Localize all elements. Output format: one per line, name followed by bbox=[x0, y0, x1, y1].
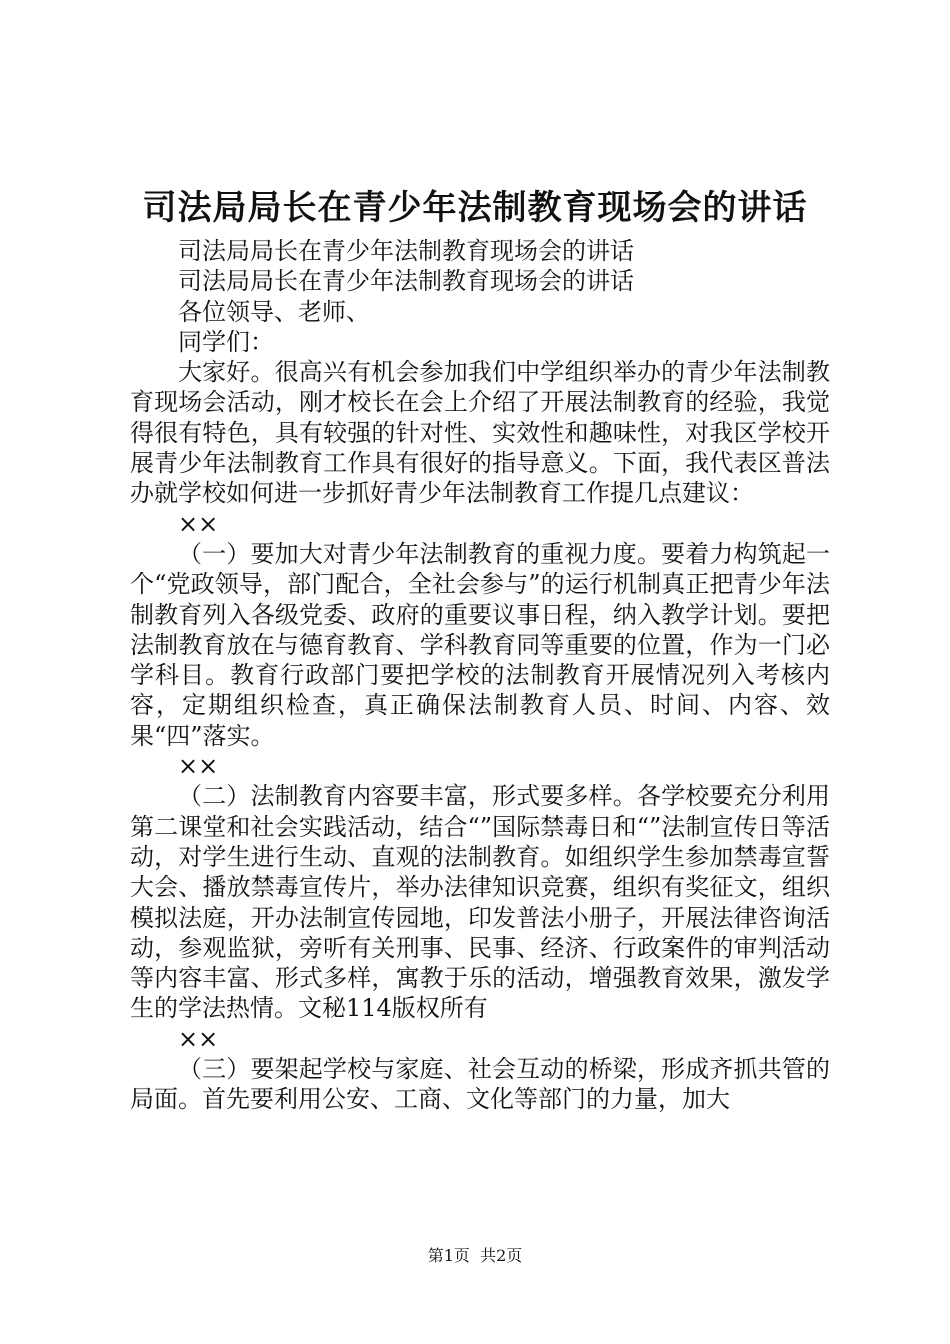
paragraph-point-3: （三）要架起学校与家庭、社会互动的桥梁，形成齐抓共管的局面。首先要利用公安、工商、文化等部门的力量，加大 bbox=[130, 1055, 830, 1114]
document-title: 司法局局长在青少年法制教育现场会的讲话 bbox=[142, 188, 808, 228]
page-footer bbox=[0, 1245, 950, 1267]
paragraph-point-1: （一）要加大对青少年法制教育的重视力度。要着力构筑起一个“党政领导，部门配合，全社会参与”的运行机制真正把青少年法制教育列入各级党委、政府的重要议事日程，纳入教学计划。要把法制教育放在与德育教育、学科教育同等重要的位置，作为一门必学科目。教育行政部门要把学校的法制教育开展情况列入考核内容，定期组织检查，真正确保法制教育人员、时间、内容、效果“四”落实。 bbox=[130, 539, 830, 750]
paragraph-subtitle-2: 司法局局长在青少年法制教育现场会的讲话 bbox=[178, 267, 634, 296]
paragraph-point-2: （二）法制教育内容要丰富，形式要多样。各学校要充分利用第二课堂和社会实践活动，结合“”国际禁毒日和“”法制宣传日等活动，对学生进行生动、直观的法制教育。如组织学生参加禁毒宣誓大会、播放禁毒宣传片，举办法律知识竞赛，组织有奖征文，组织模拟法庭，开办法制宣传园地，印发普法小册子，开展法律咨询活动，参观监狱，旁听有关刑事、民事、经济、行政案件的审判活动等内容丰富、形式多样，寓教于乐的活动，增强教育效果，激发学生的学法热情。文秘114版权所有 bbox=[130, 782, 830, 1023]
paragraph-subtitle-1: 司法局局长在青少年法制教育现场会的讲话 bbox=[178, 237, 634, 265]
page-number: 第1页 bbox=[427, 1246, 470, 1265]
document-body bbox=[130, 236, 830, 1115]
paragraph-salutation-2: 同学们： bbox=[178, 327, 274, 356]
paragraph-separator-2: ×× bbox=[178, 752, 219, 781]
paragraph-greeting: 大家好。很高兴有机会参加我们中学组织举办的青少年法制教育现场会活动，刚才校长在会上介绍了开展法制教育的经验，我觉得很有特色，具有较强的针对性、实效性和趣味性，对我区学校开展青少年法制教育工作具有很好的指导意义。下面，我代表区普法办就学校如何进一步抓好青少年法制教育工作提几点建议： bbox=[130, 358, 830, 508]
page-total: 共2页 bbox=[480, 1246, 523, 1265]
paragraph-salutation-1: 各位领导、老师、 bbox=[178, 297, 370, 326]
paragraph-separator-3: ×× bbox=[178, 1024, 219, 1053]
paragraph-separator-1: ×× bbox=[178, 509, 219, 538]
footer-spacer bbox=[470, 1246, 480, 1265]
